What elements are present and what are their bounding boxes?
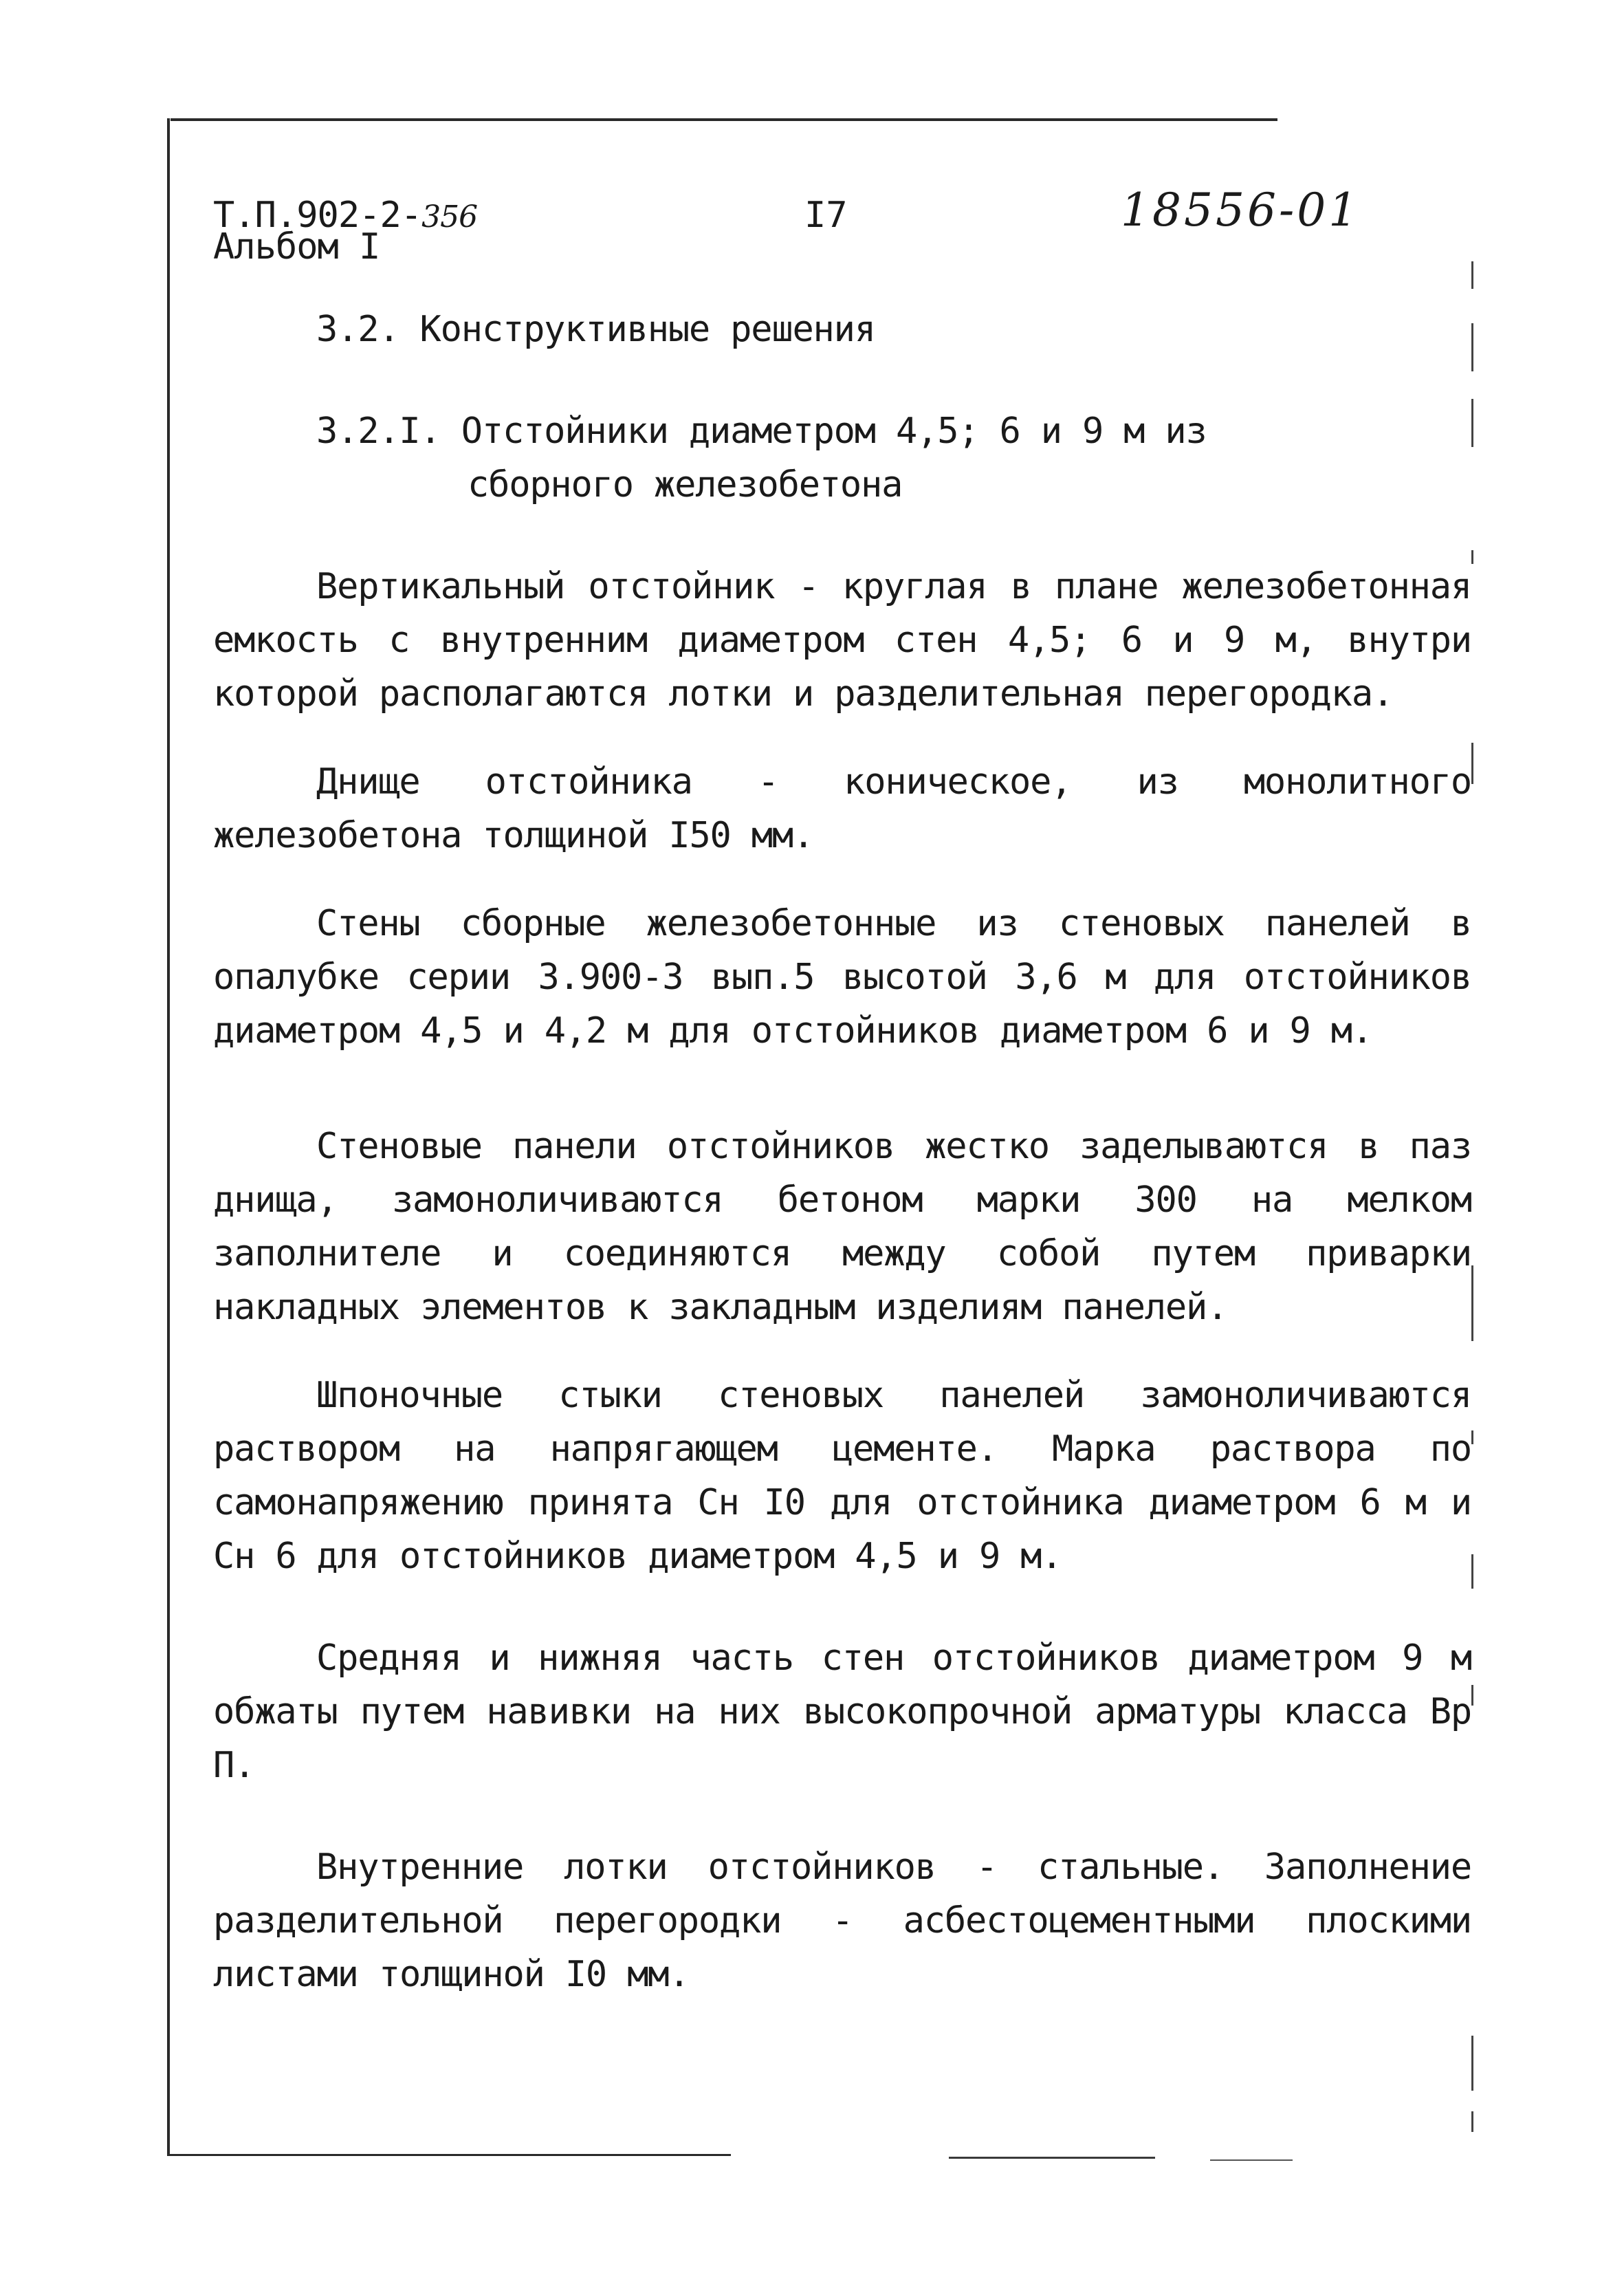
paragraph: Вертикальный отстойник - круглая в плане железобетонная емкость с внутренним диаметром стен 4,5; 6 и 9 м, внутри которой располагаются лотки и разделительная перегородка. xyxy=(213,566,1471,715)
page-frame-bottom-line xyxy=(167,2154,731,2156)
document-header xyxy=(213,184,1471,276)
paragraph: Днище отстойника - коническое, из монолитного железобетона толщиной I50 мм. xyxy=(213,761,1471,856)
paragraph: Шпоночные стыки стеновых панелей замоноличиваются раствором на напрягающем цементе. Марка раствора по самонапряжению принята Сн I0 для отстойника диаметром 6 м и Сн 6 для отстойников диаметром 4,5 и 9 м. xyxy=(213,1375,1471,1577)
paragraph: Внутренние лотки отстойников - стальные. Заполнение разделительной перегородки - асбестоцементными плоскими листами толщиной I0 мм. xyxy=(213,1847,1471,1995)
page-frame-bottom-line-segment xyxy=(949,2157,1155,2159)
album-label: Альбом I xyxy=(213,226,380,268)
page-frame-top-line xyxy=(171,118,1277,121)
subsection-heading-line-2: сборного железобетона xyxy=(468,464,903,505)
subsection-heading-line-1: 3.2.I. Отстойники диаметром 4,5; 6 и 9 м из xyxy=(316,411,1207,452)
page-frame-left-line xyxy=(167,118,170,2154)
paragraph: Средняя и нижняя часть стен отстойников диаметром 9 м обжаты путем навивки на них высокопрочной арматуры класса Вр П. xyxy=(213,1637,1471,1786)
document-code-handwritten: 356 xyxy=(421,199,478,235)
paragraph: Стены сборные железобетонные из стеновых панелей в опалубке серии 3.900-3 вып.5 высотой 3,6 м для отстойников диаметром 4,5 и 4,2 м для отстойников диаметром 6 и 9 м. xyxy=(213,903,1471,1052)
subsection-heading xyxy=(316,404,1471,512)
scan-margin-marks xyxy=(1471,261,1475,2132)
section-heading: 3.2. Конструктивные решения xyxy=(316,309,875,350)
document-code-prefix: Т.П.902-2- xyxy=(213,195,422,236)
handwritten-registration-number: 18556-01 xyxy=(1121,184,1361,237)
paragraph: Стеновые панели отстойников жестко заделываются в паз днища, замоноличиваются бетоном марки 300 на мелком заполнителе и соединяются между собой путем приварки накладных элементов к закладным изделиям панелей. xyxy=(213,1126,1471,1328)
page-frame-bottom-line-segment xyxy=(1210,2159,1293,2161)
page-number: I7 xyxy=(804,195,848,236)
document-body xyxy=(213,303,1471,2001)
